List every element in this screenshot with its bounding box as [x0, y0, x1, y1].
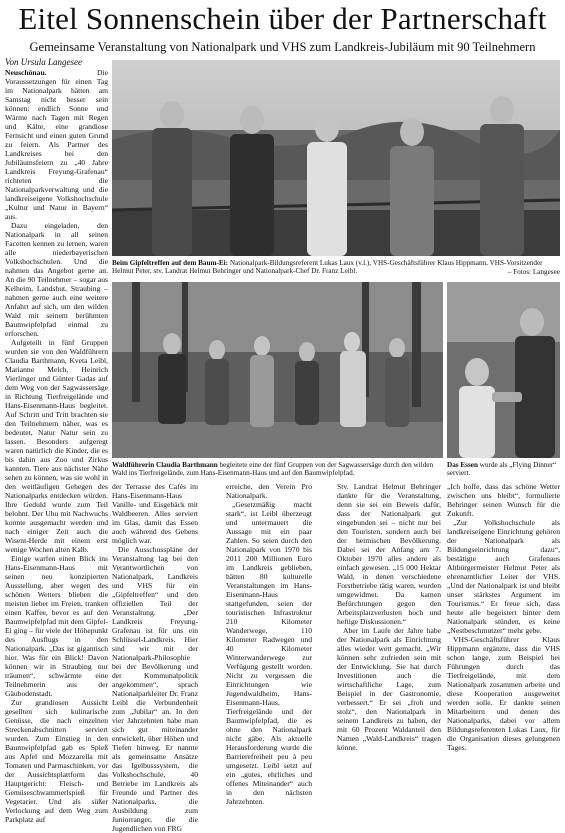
- photo-dinner-caption-lead: Das Essen: [447, 461, 478, 469]
- photo-flying-dinner-image: [447, 282, 560, 458]
- col3-paragraph-1: erreiche, den Verein Pro Nationalpark.: [226, 482, 312, 500]
- article-column-4: [337, 482, 441, 752]
- photo-credit: – Fotos: Langesee: [507, 268, 560, 276]
- col2-paragraph-1: der Terrasse des Cafés im Hans-Eisenmann-Haus Vanille- und Eisgebäck mit Waldbeeren. Alles serviert im Glas, damit das Essen auch während des Gehens möglich war.: [112, 482, 198, 545]
- article-column-1: [5, 68, 108, 824]
- col5-paragraph-2: „Zur Volkshochschule als landkreiseigene Einrichtung gehören der Nationalpark als Bildungseinrichtung dazu“, bestätigte auch Grafenaus Altbürgermeister Helmut Peter als ehrenamtlicher Leiter der VHS. „Und der Nationalpark ist und bleibt unser stärkstes Argument im Tourismus.“ Er freue sich, dass heute alle begeistert hinter dem Nationalpark stünden, es keine „Nestbeschmutzer“ mehr gebe.: [447, 518, 560, 635]
- dateline: Neuschönau.: [5, 68, 47, 77]
- col1-paragraph-1: Die Voraussetzungen für einen Tag im Nationalpark hätten am Samstag nicht besser sein können: endlich Sonne und Wärme nach Tagen mit Regen und Kälte, eine grandiose Fernsicht und einen guten Grund zu feiern. Als Partner des Landkreises bei den Jubiläumsfeiern zu „40 Jahre Landkreis Freyung-Grafenau“ richteten die Nationalparkverwaltung und die landkreiseigene Volkshochschule „Kultur und Natur in Bayern“ aus.: [5, 68, 108, 221]
- col2-paragraph-2: Die Ausschusspläne der Veranstaltung lag bei den Verantwortlichen von Nationalpark, Landkreis und VHS für ein „Gipfeltreffen“ und den offiziellen Teil der Veranstaltung. „Der Landkreis Freyung-Grafenau ist für uns ein Schlüssel-Landkreis. Hier sind wir mit der Nationalpark-Philosophie bei der Bevölkerung und der Kommunalpolitik angekommen“, sprach Nationalparkleiter Dr. Franz Leibl die Verbundenheit zum „Jubilar“ an. In den vier Jahrzehnten habe man sich gut miteinander entwickelt, über Höhen und Tiefen hinweg. Er nannte als gemeinsame Ansätze das Igelbusssystem, die Volkshochschule, 40 Betriebe im Landkreis als Freunde und Partner des Nationalparks, die Ausbildung zum Juniorranger, die die Jugendlichen von FRG: [112, 545, 198, 833]
- col1-paragraph-4: Einige warfen einen Blick ins Hans-Eisenmann-Haus mit seinen neu konzipierten Ausstellung, aber wegen des schönen Wetters blieben die meisten lieber im Freien, tranken einen Kaffee, bevor es auf den Baumwipfelpfad mit dem Gipfel-Ei ging – für viele der Höhepunkt des Ausflugs in den Nationalpark. „Das ist gigantisch hier. Was für ein Blick! Davon können wir in Straubing nur träumen“, schwärmte eine Teilnehmerin aus der Gäubodenstadt.: [5, 554, 108, 698]
- col3-paragraph-2: „Gesetzmäßig macht stark“, ist Leibl überzeugt und untermauert die Aussage mit ein paar Zahlen. So seien durch den Nationalpark von 1970 bis 2011 200 Millionen Euro im Landkreis geblieben, hätten 80 kulturelle Veranstaltungen im Hans-Eisenmann-Haus stattgefunden, seien der touristischen Infrastruktur 210 Kilometer Wanderwege, 110 Kilometer Radwegen und 40 Kilometer Winterwanderwege zur Verfügung gestellt worden. Nicht zu vergessen die Einrichtungen wie Jugendwaldheim, Hans-Eisenmann-Haus, Tierfreigelände und der Baumwipfelpfad, die es ohne den Nationalpark nicht gäbe. Als aktuelle Herausforderung wurde die Barrierefreiheit peu à peu umgesetzt. Leibl setzt auf ein „gutes, ehrliches und offenes Miteinander“ auch in den nächsten Jahrzehnten.: [226, 500, 312, 806]
- photo-forest-group-image: [112, 282, 443, 458]
- col1-paragraph-5: Zur grandiosen Aussicht gesellten sich kulinarische Genüsse, die nach einzelnen Streckenabschnitten serviert wurden. Zum Einstieg in den Baumwipfelpfad gab es Spieß aus Apfel und Mozzarella mit Tomaten und Parmaschinken, vor der Aussichtsplattform das Hauptgericht: Fleisch- und Gemüseschwammerlspieß für Vegetarier. Und als süßer Verlockung auf dem Weg zum Parkplatz auf: [5, 698, 108, 824]
- photo-summit-meeting: [112, 60, 560, 256]
- photo-dinner-caption: [447, 461, 560, 479]
- photo-forest-caption-lead: Waldführerin Claudia Barthmann: [112, 461, 218, 469]
- byline: Von Ursula Langesee: [5, 57, 82, 67]
- article-column-5: [447, 482, 560, 752]
- col1-paragraph-3: Aufgeteilt in fünf Gruppen wurden sie von den Waldführern Claudia Barthmann, Kveta Leibl, Marianne Melch, Heinrich Vierlinger und Günter Gadas auf dem Weg von der Sagwassersäge in Richtung Tierfreigelände und Hans-Eisenmann-Haus begleitet. Auf Schritt und Tritt brachten sie den Teilnehmern näher, was es bedeutet, Natur Natur sein zu lassen. Besonders aufgeregt waren natürlich die Kinder, die es bis dahin aus Zoo und Zirkus kannten. Tiere aus nächster Nähe sehen zu können, was sie wohl in den weitläufigen Gehegen des Nationalparks entdecken würden. Ihre Geduld wurde zum Teil belohnt. Der Uhu mit Nachwuchs konnte ausgemacht werden und nach einiger Zeit auch die Wisent-Herde mit einem erst wenige Wochen alten Kalb.: [5, 338, 108, 554]
- photo-summit-caption-lead: Beim Gipfeltreffen auf dem Baum-Ei:: [112, 259, 229, 267]
- col4-paragraph-1: Stv. Landrat Helmut Behringer dankte für die Veranstaltung, denn sie sei ein Beweis dafür, dass der Nationalpark gut eingebunden sei – nicht nur bei den Touristen, sondern auch bei der heimischen Bevölkerung. Dabei sei der Anfang am 7. Oktober 1970 alles andere als einfach gewesen. „15 000 Hektar Wald, in denen verschiedene Forstbetriebe tätig waren, wurden umgewidmet. Da kamen Befürchtungen gegen den Arbeitsplatzverlusten hoch und heftige Diskussionen.“: [337, 482, 441, 626]
- photo-summit-meeting-image: [112, 60, 560, 256]
- col5-paragraph-3: VHS-Geschäftsführer Klaus Hippmann ergänzte, dass die VHS schon lange, zum Beispiel bei Führungen durch das Tierfreigelände, mit dem Nationalpark zusammen arbeite und diese Kooperation ausgeweitet werden solle. Er dankte seinen Mitarbeitern und denen des Nationalparks, dabei vor allem Bildungsreferenten Lukas Laux, für die Organisation dieses gelungenen Tages.: [447, 635, 560, 752]
- photo-flying-dinner: [447, 282, 560, 458]
- article-column-3: [226, 482, 312, 806]
- headline: Eitel Sonnenschein über der Partnerschaft: [18, 1, 547, 36]
- col5-paragraph-1: „Ich hoffe, dass das schöne Wetter zwischen uns bleibt“, formulierte Behringer seinen Wunsch für die Zukunft.: [447, 482, 560, 518]
- subheadline: Gemeinsame Veranstaltung von Nationalpark und VHS zum Landkreis-Jubiläum mit 90 Teilnehmern: [29, 40, 536, 54]
- photo-forest-group: [112, 282, 443, 458]
- col4-paragraph-2: Aber im Laufe der Jahre habe der Nationalpark als Einrichtung alles wieder wett gemacht. „Wir können sehr zufrieden sein mit der Entwicklung. Sie hat durch Investitionen auch die wirtschaftliche Lage, zum Beispiel in der Gastronomie, verbessert.“ Er sei „froh und stolz“, den Nationalpark in seinem Landkreis zu haben, der mit 60 Prozent Waldanteil den Namen „Wald-Landkreis“ tragen könne.: [337, 626, 441, 752]
- article-column-2: [112, 482, 198, 833]
- photo-forest-caption-text: begleitete eine der fünf Gruppen von der Sagwassersäge durch den wilden Wald ins Tierfreigelände, zum Hans-Eisenmann-Haus und auf den Baumwipfelpfad.: [112, 461, 434, 478]
- photo-forest-caption: [112, 461, 443, 479]
- col1-paragraph-2: Dazu eingeladen, den Nationalpark in all seinen Facetten kennen zu lernen, waren alle niederbayerischen Volkshochschulen. Und die nahmen das Angebot gerne an. An die 90 Teilnehmer – sogar aus Kelheim, Landshut, Straubing – nahmen gerne auch eine weitere Anfahrt auf sich, um den wilden Wald mit seinem berühmten Baumwipfelpfad einmal zu erforschen.: [5, 221, 108, 338]
- photo-summit-caption-text: Nationalpark-Bildungsreferent Lukas Laux (v.l.), VHS-Geschäftsführer Klaus Hippmann, VHS-Vorsitzender Helmut Peter, stv. Landrat Helmut Behringer und Nationalpark-Chef Dr. Franz Leibl.: [112, 259, 543, 276]
- photo-dinner-caption-text: wurde als „Flying Dinner“ serviert.: [447, 461, 557, 478]
